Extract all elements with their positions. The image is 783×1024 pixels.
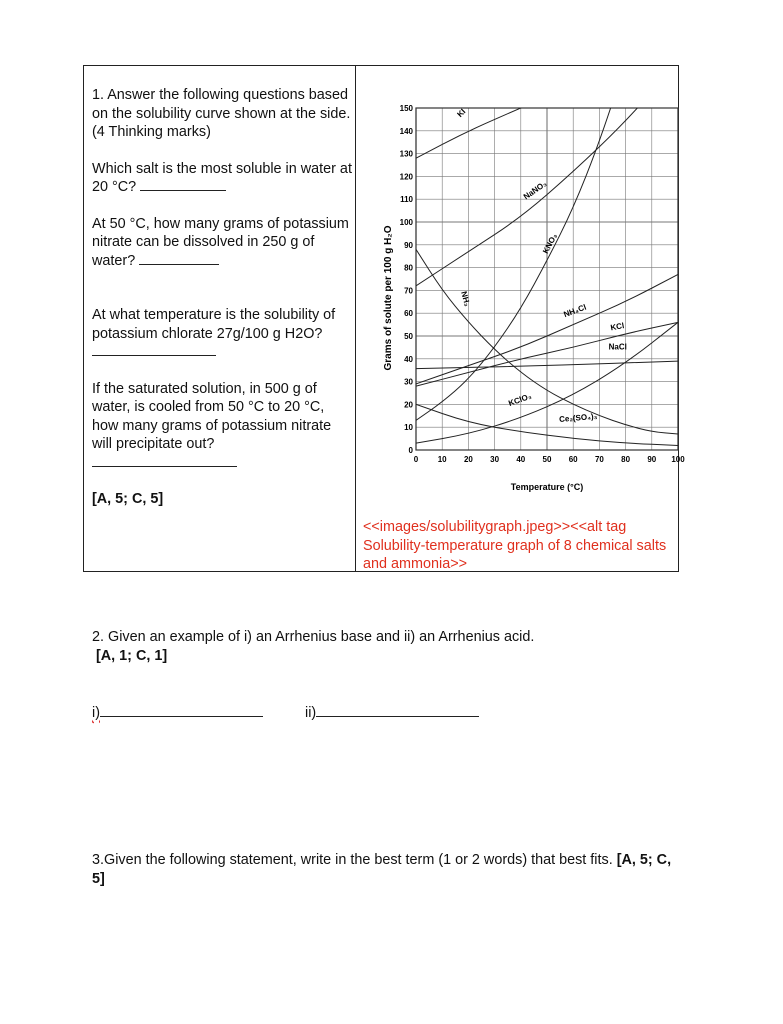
x-tick-label: 40 [516,455,526,464]
q1-part-a: Which salt is the most soluble in water at 20 °C? [92,160,352,195]
y-tick-label: 120 [399,172,413,182]
y-tick-label: 10 [404,423,413,433]
question-3 [92,851,672,888]
answer-blank-a[interactable] [140,178,226,191]
y-tick-label: 70 [404,286,413,296]
y-tick-label: 0 [408,446,413,455]
y-tick-label: 150 [399,104,413,113]
curve-label: NH₃ [459,290,472,308]
y-tick-label: 90 [404,240,413,250]
curve-label: NaCl [608,342,627,352]
answer-blank-d[interactable] [92,454,237,467]
y-axis-label: Grams of solute per 100 g H₂O [383,225,394,371]
q1-part-c: At what temperature is the solubility of potassium chlorate 27g/100 g H2O? [92,306,354,362]
image-alt-note: <<images/solubilitygraph.jpeg>><<alt tag Solubility-temperature graph of 8 chemical salts and ammonia>> [363,519,667,572]
x-tick-label: 80 [621,455,631,464]
x-tick-label: 70 [594,455,604,464]
q3-line [92,851,672,888]
y-tick-label: 130 [399,149,413,159]
answer-blank-c[interactable] [92,343,216,356]
y-tick-label: 80 [404,263,413,273]
q2-text: 2. Given an example of i) an Arrhenius base and ii) an Arrhenius acid. [92,629,535,645]
curve-label: KCl [609,321,625,333]
answer-label-i: i) [92,705,100,721]
x-tick-label: 100 [671,455,685,464]
question-1-cell [92,86,354,509]
q3-marks: [A, 5; C, 5] [92,852,672,887]
graph-curve-labels [455,107,626,424]
y-tick-label: 100 [399,218,413,227]
y-tick-label: 30 [404,377,413,387]
q1-intro: 1. Answer the following questions based on the solubility curve shown at the side. (4 Thinking marks) [92,87,351,140]
x-tick-label: 0 [413,455,419,464]
y-tick-label: 140 [399,126,413,136]
x-tick-label: 20 [463,455,473,464]
y-tick-label: 20 [404,400,413,410]
q1-marks: [A, 5; C, 5] [92,491,164,507]
table-divider [355,66,356,571]
answer-blank-b[interactable] [139,252,219,265]
answer-blank-ii[interactable] [316,704,479,717]
q3-text: 3.Given the following statement, write in the best term (1 or 2 words) that best fits. [92,852,613,868]
curve-label: NaNO₃ [521,179,549,202]
q1-part-d: If the saturated solution, in 500 g of water, is cooled from 50 °C to 20 °C, how many grams of potassium nitrate will precipitate out? [92,380,354,473]
curve-label: NH₄Cl [562,302,588,320]
x-tick-label: 90 [647,455,657,464]
y-tick-label: 60 [404,309,413,319]
y-tick-label: 40 [404,354,413,364]
x-tick-label: 10 [437,455,447,464]
curve-label: KClO₃ [507,391,533,409]
solubility-graph [366,100,685,520]
answer-label-ii: ii) [305,705,317,721]
answer-blank-i[interactable] [100,704,263,717]
curve-label: Ce₂(SO₄)₃ [558,411,598,425]
y-tick-label: 110 [400,195,413,205]
graph-grid [416,108,678,450]
q1-part-b: At 50 °C, how many grams of potassium nitrate can be dissolved in 250 g of water? [92,215,349,269]
question-2 [92,628,732,665]
curve-label: KNO₃ [541,232,560,256]
x-tick-label: 30 [490,455,500,464]
y-tick-label: 50 [404,332,413,341]
x-axis-label: Temperature (°C) [510,482,584,492]
x-tick-label: 60 [568,455,578,464]
question-2-answers [92,704,732,721]
question-table [83,65,685,572]
x-tick-label: 50 [542,455,552,464]
curve-label: KI [455,107,468,120]
q2-marks: [A, 1; C, 1] [96,647,168,664]
